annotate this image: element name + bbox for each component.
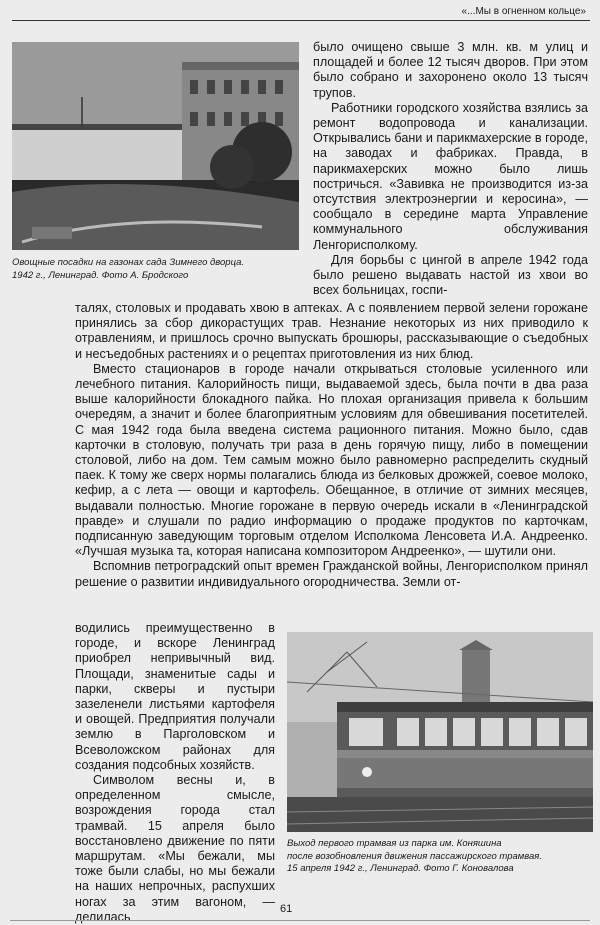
photo2-caption-line2: после возобновления движения пассажирского трамвая. (287, 850, 543, 862)
paragraph: Вспомнив петроградский опыт времен Гражданской войны, Ленгорисполком принял решение о развитии индивидуального огородничества. Земли от- (75, 559, 588, 589)
photo-first-tram (287, 632, 593, 832)
text-column-bottom-left (75, 621, 275, 925)
text-column-top-right (313, 40, 588, 298)
paragraph: Вместо стационаров в городе начали открываться столовые усиленного или лечебного питания. Калорийность пищи, выдаваемой здесь, была почти в два раза выше калорийности блокадного пайка. Но плохая организация привела к большим очередям, а значит и более благоприятным условиям для обвешивания посетителей. С мая 1942 года была введена система рационного питания. Можно было, сдав карточки в столовую, получать три раза в день горячую пищу, либо в помещении столовой, либо на дом. Тем самым можно было равномерно распределить скудный паек. К тому же сверх нормы полагались блюда из белковых дрожжей, соевое молоко, кефир, а с лета — овощи и картофель. Обещанное, в отличие от зимних месяцев, выдавали полностью. Многие горожане в первую очередь искали в «Ленинградской правде» и слушали по радио информацию о продаже продуктов по карточкам, подписанную заведующим торговым отделом Исполкома Ленсовета И.А. Андреенко. «Лучшая музыка та, которая написана композитором Андреенко», — шутили они. (75, 361, 588, 559)
running-title: «...Мы в огненном кольце» (461, 6, 586, 17)
text-full-width (75, 301, 588, 590)
tram-photo-illustration (287, 632, 593, 832)
photo1-caption-line1: Овощные посадки на газонах сада Зимнего дворца. (12, 257, 245, 268)
photo1-caption (12, 257, 302, 282)
footer-rule (10, 920, 590, 921)
paragraph: водились преимущественно в городе, и вскоре Ленинград приобрел непривычный вид. Площади, знаменитые сады и парки, скверы и пустыри зазеленели листьями картофеля и овощей. Предприятия получали землю в Парголовском и Всеволожском районах для создания подсобных хозяйств. (75, 621, 275, 772)
paragraph: Для борьбы с цингой в апреле 1942 года было решено выдавать настой из хвои во всех больницах, госпи- (313, 252, 588, 298)
winter-palace-photo-illustration (12, 42, 299, 250)
photo2-caption-line3: 15 апреля 1942 г., Ленинград. Фото Г. Коновалова (287, 863, 514, 874)
page-number: 61 (280, 903, 293, 915)
header-rule (12, 20, 590, 21)
photo1-caption-line2: 1942 г., Ленинград. Фото А. Бродского (12, 269, 189, 281)
photo2-caption-line1: Выход первого трамвая из парка им. Коняшина (287, 838, 502, 849)
paragraph: талях, столовых и продавать хвою в аптеках. А с появлением первой зелени горожане принялись за сбор дикорастущих трав. Незнание некоторых из них приводило к отравлениям, и пришлось срочно выпускать брошюры, рассказывающие о съедобных и несъедобных растениях и о рецептах приготовления из них блюд. (75, 301, 588, 361)
page-header (0, 0, 600, 28)
paragraph: Символом весны и, в определенном смысле, возрождения города стал трамвай. 15 апреля было восстановлено движение по пяти маршрутам. «Мы бежали, мы тоже были слабы, но мы бежали на наших непрочных, распухших ногах за этим вагоном, — делилась (75, 773, 275, 924)
paragraph: Работники городского хозяйства взялись за ремонт водопровода и канализации. Открывались бани и парикмахерские в городе, на заводах и фабриках. Правда, в парикмахерских можно было лишь постричься. «Завивка не производится из-за отсутствия электроэнергии и керосина», — сообщало в середине марта Управление коммунального обслуживания Ленгорисполкому. (313, 100, 589, 252)
photo2-caption (287, 838, 593, 876)
photo-winter-palace-garden (12, 42, 299, 250)
paragraph: было очищено свыше 3 млн. кв. м улиц и площадей и более 12 тысяч дворов. При этом было собрано и захоронено около 13 тысяч трупов. (313, 40, 588, 100)
